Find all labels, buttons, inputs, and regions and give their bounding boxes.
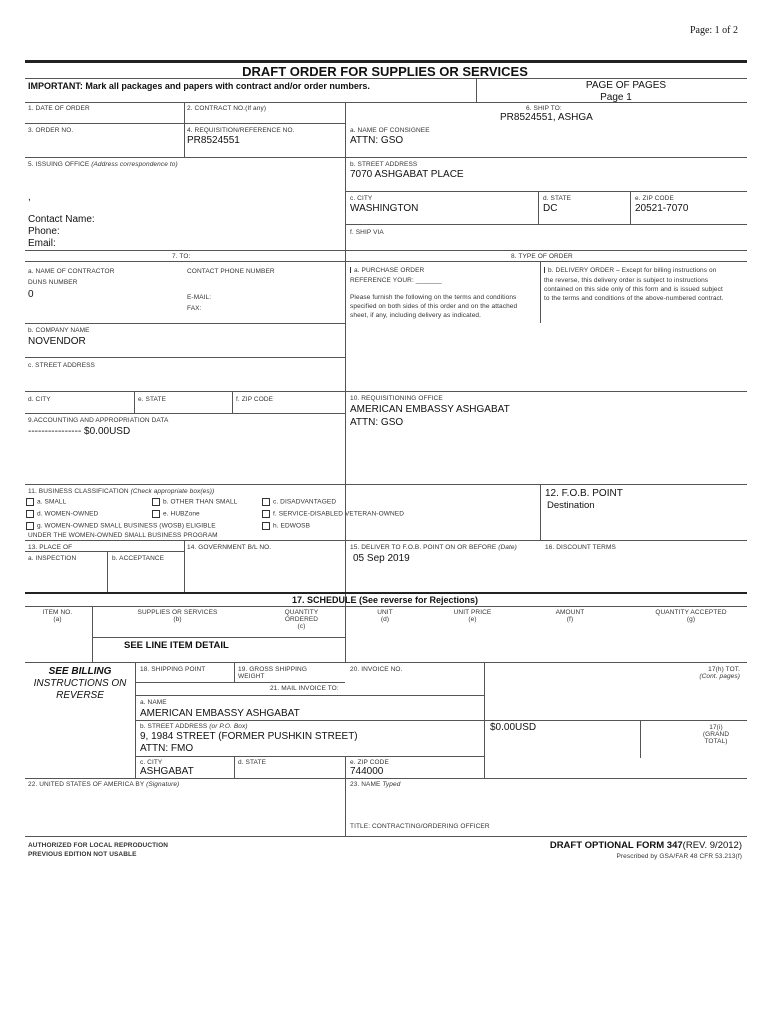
- contact-name: Contact Name:: [28, 214, 95, 225]
- company-name-value: NOVENDOR: [28, 336, 86, 347]
- purchase-order-text-1: Please furnish the following on the terms and conditions: [350, 294, 517, 301]
- name-typed-label: 23. NAME Typed: [350, 781, 401, 788]
- top-rule: [25, 60, 747, 63]
- total-cont-label: 17(h) TOT. (Cont. pages): [699, 666, 740, 680]
- contractor-state-label: e. STATE: [138, 396, 167, 403]
- zip-value: 20521-7070: [635, 203, 689, 214]
- contractor-street-label: c. STREET ADDRESS: [28, 362, 95, 369]
- checkbox-edwosb[interactable]: [262, 522, 270, 530]
- class-service-disabled[interactable]: f. SERVICE-DISABLED VETERAN-OWNED: [262, 510, 404, 518]
- billing-line-1: SEE BILLING: [48, 666, 112, 677]
- street-address-value: 7070 ASHGABAT PLACE: [350, 169, 464, 180]
- checkbox-small[interactable]: [26, 498, 34, 506]
- grand-total-label: 17(i) (GRAND TOTAL): [702, 724, 730, 745]
- col-supplies: SUPPLIES OR SERVICES (b): [137, 609, 218, 623]
- purchase-order-checkbox[interactable]: [350, 267, 351, 273]
- delivery-order-text-4: to the terms and conditions of the above-numbered contract.: [544, 295, 724, 302]
- invoice-no-label: 20. INVOICE NO.: [350, 666, 403, 673]
- requisition-label: 4. REQUISITION/REFERENCE NO.: [187, 127, 295, 134]
- col-item-no: ITEM NO. (a): [42, 609, 73, 623]
- page-number: Page: 1 of 2: [689, 25, 738, 36]
- delivery-order-text-3: contained on this side only of this form and is issued subject: [544, 286, 723, 293]
- fob-point-value: Destination: [547, 500, 595, 511]
- mail-zip-value: 744000: [350, 766, 384, 777]
- mail-street-label: b. STREET ADDRESS (or P.O. Box): [140, 723, 248, 730]
- zip-label: e. ZIP CODE: [635, 195, 674, 202]
- contact-email: Email:: [28, 238, 56, 249]
- accounting-label: 9.ACCOUNTING AND APPROPRIATION DATA: [28, 417, 169, 424]
- accounting-value: ---------------- $0.00USD: [28, 426, 131, 437]
- footer-prescribed: Prescribed by GSA/FAR 48 CFR 53.213(f): [616, 853, 742, 860]
- schedule-header: [25, 607, 747, 637]
- fax-label: FAX:: [187, 305, 202, 312]
- state-label: d. STATE: [543, 195, 572, 202]
- class-hubzone[interactable]: e. HUBZone: [152, 510, 200, 518]
- see-line-item-detail: SEE LINE ITEM DETAIL: [124, 640, 229, 651]
- contract-no-label: 2. CONTRACT NO.(If any): [187, 105, 267, 112]
- contact-phone: Phone:: [28, 226, 60, 237]
- fob-point-label: 12. F.O.B. POINT: [545, 488, 623, 499]
- ship-to-label: 6. SHIP TO:: [526, 105, 562, 112]
- date-of-order-label: 1. DATE OF ORDER: [28, 105, 90, 112]
- col-unit: UNIT (d): [377, 609, 393, 623]
- class-edwosb[interactable]: h. EDWOSB: [262, 522, 310, 530]
- inspection-label: a. INSPECTION: [28, 555, 77, 562]
- delivery-order-checkbox[interactable]: [544, 267, 545, 273]
- checkbox-women-owned[interactable]: [26, 510, 34, 518]
- place-of-label: 13. PLACE OF: [28, 544, 73, 551]
- delivery-order-text-1: b. DELIVERY ORDER – Except for billing instructions on: [544, 267, 716, 274]
- checkbox-wosb[interactable]: [26, 522, 34, 530]
- col-quantity: QUANTITY ORDERED (c): [284, 609, 319, 630]
- contact-phone-label: CONTACT PHONE NUMBER: [187, 268, 275, 275]
- street-address-label: b. STREET ADDRESS: [350, 161, 418, 168]
- issuing-office-label: 5. ISSUING OFFICE (Address correspondence to): [28, 161, 178, 168]
- checkbox-hubzone[interactable]: [152, 510, 160, 518]
- acceptance-label: b. ACCEPTANCE: [112, 555, 165, 562]
- contractor-name-label: a. NAME OF CONTRACTOR: [28, 268, 115, 275]
- signature-label: 22. UNITED STATES OF AMERICA BY (Signature): [28, 781, 180, 788]
- order-no-label: 3. ORDER NO.: [28, 127, 74, 134]
- title-officer-label: TITLE: CONTRACTING/ORDERING OFFICER: [350, 823, 490, 830]
- col-amount: AMOUNT (f): [555, 609, 585, 623]
- ship-to-value: PR8524551, ASHGA: [500, 112, 593, 123]
- form-title: DRAFT ORDER FOR SUPPLIES OR SERVICES: [242, 64, 528, 79]
- consignee-label: a. NAME OF CONSIGNEE: [350, 127, 430, 134]
- contractor-city-label: d. CITY: [28, 396, 51, 403]
- mail-state-label: d. STATE: [238, 759, 267, 766]
- billing-line-3: REVERSE: [56, 690, 104, 701]
- discount-terms-label: 16. DISCOUNT TERMS: [545, 544, 616, 551]
- city-label: c. CITY: [350, 195, 373, 202]
- shipping-point-label: 18. SHIPPING POINT: [140, 666, 206, 673]
- contractor-zip-label: f. ZIP CODE: [236, 396, 274, 403]
- purchase-order-label: a. PURCHASE ORDER: [350, 267, 424, 274]
- requisition-value: PR8524551: [187, 135, 240, 146]
- billing-line-2: INSTRUCTIONS ON: [33, 678, 127, 689]
- col-quantity-accepted: QUANTITY ACCEPTED (g): [655, 609, 727, 623]
- purchase-order-ref: REFERENCE YOUR: _______: [350, 277, 442, 284]
- class-women-owned[interactable]: d. WOMEN-OWNED: [26, 510, 98, 518]
- duns-label: DUNS NUMBER: [28, 279, 78, 286]
- mail-invoice-label: 21. MAIL INVOICE TO:: [270, 685, 339, 692]
- state-value: DC: [543, 203, 558, 214]
- deliver-fob-value: 05 Sep 2019: [353, 553, 410, 564]
- mail-name-label: a. NAME: [140, 699, 167, 706]
- mail-city-value: ASHGABAT: [140, 766, 194, 777]
- mail-street-value-1: 9, 1984 STREET (FORMER PUSHKIN STREET): [140, 731, 358, 742]
- class-wosb[interactable]: g. WOMEN-OWNED SMALL BUSINESS (WOSB) ELIGIBLE: [26, 522, 216, 530]
- important-note: IMPORTANT: Mark all packages and papers with contract and/or order numbers.: [28, 81, 370, 91]
- col-unit-price: UNIT PRICE (e): [453, 609, 492, 623]
- class-small[interactable]: a. SMALL: [26, 498, 66, 506]
- checkbox-disadvantaged[interactable]: [262, 498, 270, 506]
- govt-bl-label: 14. GOVERNMENT B/L NO.: [187, 544, 272, 551]
- mail-name-value: AMERICAN EMBASSY ASHGABAT: [140, 708, 300, 719]
- class-wosb-program: UNDER THE WOMEN-OWNED SMALL BUSINESS PROGRAM: [28, 532, 218, 539]
- city-value: WASHINGTON: [350, 203, 419, 214]
- requisitioning-office-value-1: AMERICAN EMBASSY ASHGABAT: [350, 404, 510, 415]
- company-name-label: b. COMPANY NAME: [28, 327, 90, 334]
- class-disadvantaged[interactable]: c. DISADVANTAGED: [262, 498, 336, 506]
- purchase-order-text-2: specified on both sides of this order and on the attached: [350, 303, 518, 310]
- grand-total-amount: $0.00USD: [490, 722, 537, 733]
- issuing-comma: ,: [28, 192, 31, 203]
- page-of-pages-label: PAGE OF PAGES: [585, 80, 667, 91]
- requisitioning-office-value-2: ATTN: GSO: [350, 417, 404, 428]
- schedule-title: 17. SCHEDULE (See reverse for Rejections): [291, 595, 479, 605]
- mail-zip-label: e. ZIP CODE: [350, 759, 389, 766]
- footer-left-2: PREVIOUS EDITION NOT USABLE: [28, 851, 137, 858]
- page-of-pages-value: Page 1: [600, 92, 632, 103]
- to-label: 7. TO:: [172, 253, 191, 260]
- consignee-value: ATTN: GSO: [350, 135, 404, 146]
- class-other-than-small[interactable]: b. OTHER THAN SMALL: [152, 498, 237, 506]
- type-of-order-label: 8. TYPE OF ORDER: [511, 253, 573, 260]
- footer-form-name: DRAFT OPTIONAL FORM 347(REV. 9/2012): [549, 840, 742, 851]
- mail-city-label: c. CITY: [140, 759, 163, 766]
- mail-street-value-2: ATTN: FMO: [140, 743, 194, 754]
- business-classification-label: 11. BUSINESS CLASSIFICATION (Check appropriate box(es)): [28, 488, 215, 495]
- ship-via-label: f. SHIP VIA: [350, 229, 384, 236]
- footer-left-1: AUTHORIZED FOR LOCAL REPRODUCTION: [28, 842, 169, 849]
- duns-value: 0: [28, 289, 34, 300]
- checkbox-service-disabled[interactable]: [262, 510, 270, 518]
- purchase-order-text-3: sheet, if any, including delivery as indicated.: [350, 312, 482, 319]
- email-label: E-MAIL:: [187, 294, 212, 301]
- gross-weight-label: 19. GROSS SHIPPING WEIGHT: [238, 666, 307, 680]
- delivery-order-text-2: the reverse, this delivery order is subject to instructions: [544, 277, 709, 284]
- deliver-fob-label: 15. DELIVER TO F.O.B. POINT ON OR BEFORE (Date): [350, 544, 517, 551]
- requisitioning-office-label: 10. REQUISITIONING OFFICE: [350, 395, 443, 402]
- checkbox-other-than-small[interactable]: [152, 498, 160, 506]
